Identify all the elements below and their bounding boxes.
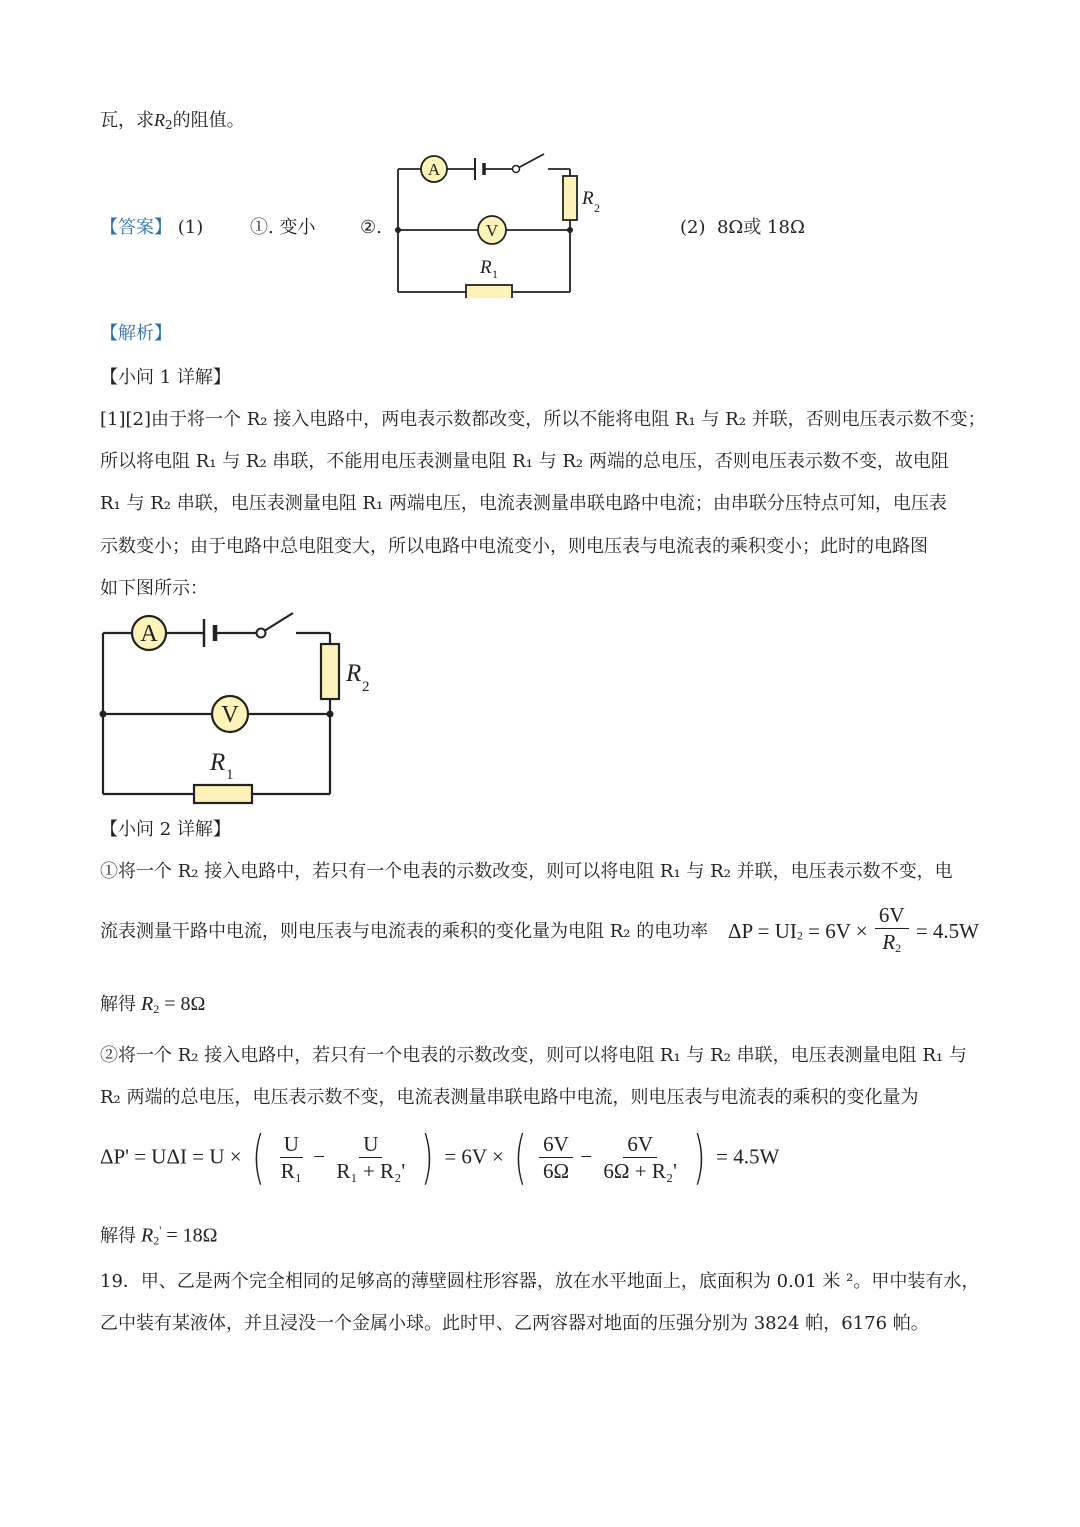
svg-text:1: 1 (226, 767, 234, 783)
q19-line-2: 乙中装有某液体，并且浸没一个金属小球。此时甲、乙两容器对地面的压强分别为 3824 帕，6176 帕。 (100, 1313, 929, 1334)
voltmeter-label: V (485, 221, 499, 240)
q1-line-3: R₁ 与 R₂ 串联，电压表测量电阻 R₁ 两端电压，电流表测量串联电路中电流；由串联分压特点可知，电压表 (100, 493, 947, 514)
analysis-label: 【解析】 (100, 323, 172, 344)
q2-line-1: ①将一个 R₂ 接入电路中，若只有一个电表的示数改变，则可以将电阻 R₁ 与 R₂ 并联，电压表示数不变，电 (100, 861, 953, 882)
svg-text:1: 1 (492, 267, 498, 281)
circuit-diagram-large (96, 605, 386, 810)
r1-label: R (480, 257, 492, 278)
equation-2: ΔP' = UΔI = U × ( $\frac{U}{\text{R₁}}$ − $\frac{U}{\text{R₁ + R₂'}}$ ) = 6V × ( $\frac{6V}{6\Omega}$ − $\frac{6V}{\text{6Ω + R₂'}}$ ) = 4.5W (100, 1123, 780, 1191)
solve-1: 解得 $R_2 = 8\Omega$ (100, 993, 206, 1016)
q1-line-4: 示数变小；由于电路中总电阻变大，所以电路中电流变小，则电压表与电流表的乘积变小；此时的电路图 (100, 536, 928, 557)
svg-text:2: 2 (362, 679, 370, 695)
q1-line-5: 如下图所示： (100, 578, 208, 599)
answer-item2: ②. (360, 217, 382, 238)
voltmeter-label-large: V (221, 702, 239, 728)
r1-label-large: R (210, 749, 226, 776)
answer-item1: ①. 变小 (250, 217, 316, 238)
q1-label: 【小问 1 详解】 (100, 367, 231, 388)
svg-text:2: 2 (594, 201, 600, 215)
solve-2: 解得 $R_2' = 18\Omega$ (100, 1223, 218, 1248)
circuit-diagram-small (388, 148, 618, 298)
r2-label: R (582, 188, 594, 209)
q1-line-2: 所以将电阻 R₁ 与 R₂ 串联，不能用电压表测量电阻 R₁ 与 R₂ 两端的总电压，否则电压表示数不变，故电阻 (100, 451, 949, 472)
r2-label-large: R (346, 660, 362, 687)
q19-line-1: 19．甲、乙是两个完全相同的足够高的薄壁圆柱形容器，放在水平地面上，底面积为 0.01 米 ²。甲中装有水， (100, 1271, 980, 1292)
answer-line: 【答案】 (1) (100, 217, 204, 238)
q2-line-2: 流表测量干路中电流，则电压表与电流表的乘积的变化量为电阻 R₂ 的电功率 (100, 921, 709, 942)
equation-1: $\Delta P = UI_2 = 6V$ × $\frac{6V}{R_2}$ = 4.5W (728, 902, 979, 961)
q2-line-4: R₂ 两端的总电压，电压表示数不变，电流表测量串联电路中电流，则电压表与电流表的乘积的变化量为 (100, 1087, 919, 1108)
question-tail: 瓦，求$R_2$的阻值。 (100, 110, 245, 132)
q2-label: 【小问 2 详解】 (100, 819, 231, 840)
fraction-6v-r2: $\frac{6V}{R_2}$ (875, 902, 909, 961)
answer-part2: (2) 8Ω或 18Ω (680, 217, 805, 238)
ammeter-label: A (427, 160, 441, 179)
q2-line-3: ②将一个 R₂ 接入电路中，若只有一个电表的示数改变，则可以将电阻 R₁ 与 R₂ 串联，电压表测量电阻 R₁ 与 (100, 1045, 967, 1066)
answer-label: 【答案】 (100, 217, 172, 238)
ammeter-label-large: A (140, 621, 158, 647)
q1-line-1: [1][2]由于将一个 R₂ 接入电路中，两电表示数都改变，所以不能将电阻 R₁ 与 R₂ 并联，否则电压表示数不变； (100, 409, 986, 430)
